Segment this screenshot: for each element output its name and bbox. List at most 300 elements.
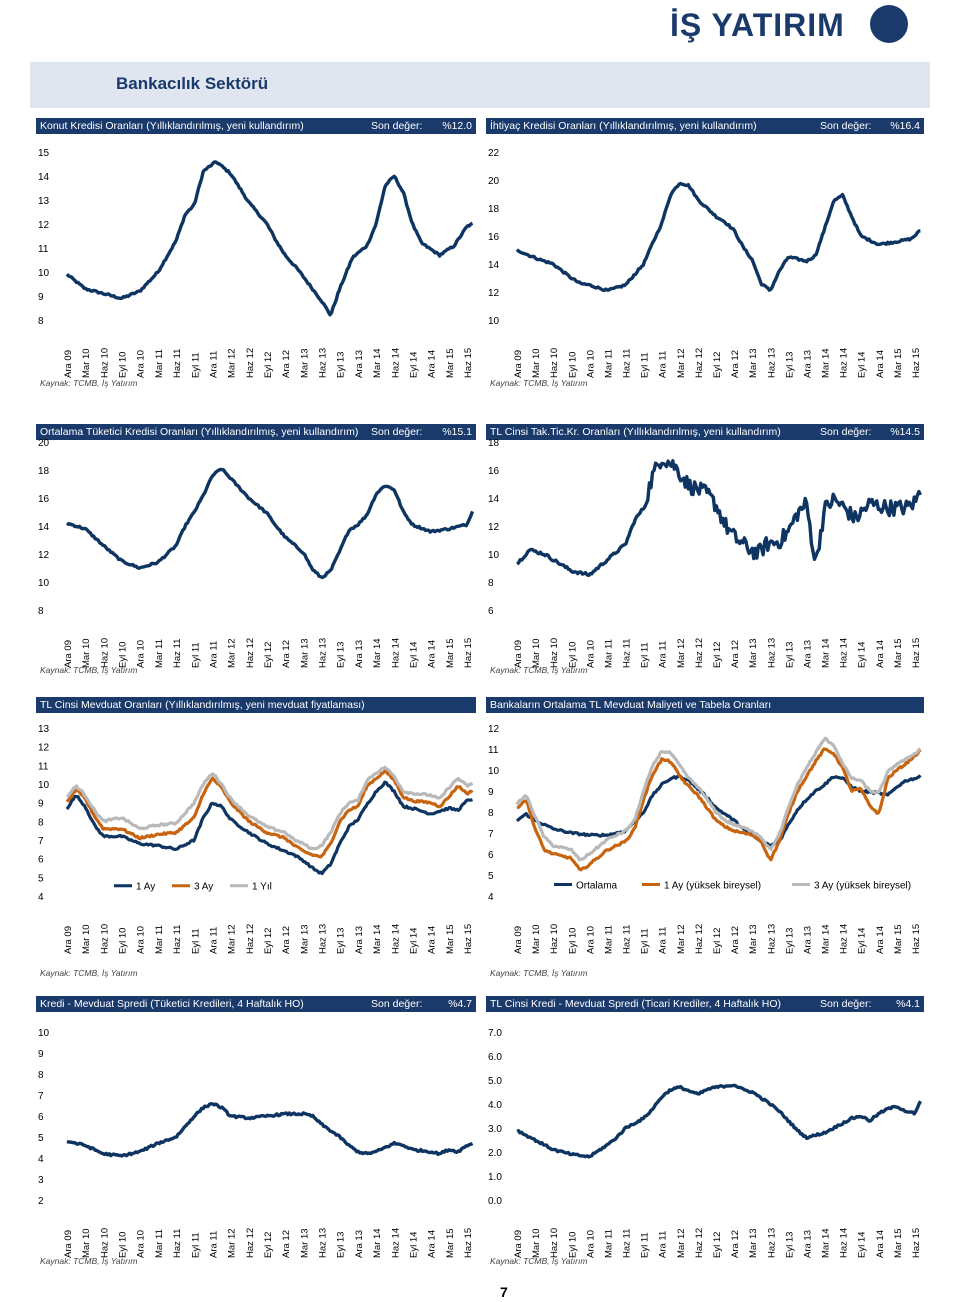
x-tick-label: Mar 12 <box>675 638 687 668</box>
x-tick-label: Mar 10 <box>81 348 93 378</box>
x-tick-label: Mar 13 <box>299 348 311 378</box>
last-value: %16.4 <box>890 120 920 132</box>
y-tick-label: 10 <box>488 550 500 561</box>
y-tick-label: 15 <box>38 148 50 159</box>
x-tick-label: Haz 12 <box>693 923 705 954</box>
brand-logo <box>670 5 910 55</box>
x-tick-label: Eyl 13 <box>784 927 796 954</box>
x-tick-label: Mar 12 <box>226 1228 238 1258</box>
chart-title: TL Cinsi Tak.Tic.Kr. Oranları (Yıllıklandırılmış, yeni kullandırım) <box>490 426 781 438</box>
y-tick-label: 11 <box>488 745 499 756</box>
logo-text: İŞ YATIRIM <box>670 7 845 43</box>
line-chart <box>486 722 924 960</box>
x-tick-label: Eyl 12 <box>712 927 723 954</box>
series-line <box>517 775 920 846</box>
chart-title-bar <box>36 996 476 1012</box>
y-tick-label: 10 <box>488 316 500 327</box>
x-tick-label: Eyl 13 <box>784 1231 796 1258</box>
x-tick-label: Haz 11 <box>172 924 184 954</box>
y-tick-label: 6 <box>38 854 44 866</box>
x-tick-label: Mar 15 <box>892 924 904 954</box>
y-tick-label: 18 <box>488 204 500 215</box>
last-value-label: Son değer: <box>820 120 872 132</box>
x-tick-label: Haz 11 <box>172 1228 184 1258</box>
x-tick-label: Haz 13 <box>766 1227 778 1258</box>
x-tick-label: Eyl 14 <box>408 1231 420 1258</box>
y-tick-label: 12 <box>38 742 50 754</box>
x-tick-label: Haz 11 <box>172 348 184 378</box>
x-tick-label: Eyl 11 <box>639 928 651 954</box>
x-tick-label: Ara 10 <box>585 640 597 668</box>
y-tick-label: 4 <box>488 892 494 903</box>
x-tick-label: Ara 12 <box>730 1230 742 1258</box>
x-tick-label: Eyl 11 <box>190 352 202 378</box>
y-tick-label: 12 <box>488 522 500 533</box>
x-tick-label: Haz 14 <box>838 637 850 668</box>
line-chart <box>486 436 924 674</box>
x-tick-label: Ara 13 <box>802 1230 814 1258</box>
y-tick-label: 14 <box>488 260 500 271</box>
x-tick-label: Mar 13 <box>748 348 760 378</box>
source-note: Kaynak: TCMB, İş Yatırım <box>490 665 588 675</box>
x-tick-label: Eyl 12 <box>712 1231 723 1258</box>
x-tick-label: Ara 11 <box>657 640 669 668</box>
source-note: Kaynak: TCMB, İş Yatırım <box>40 968 138 978</box>
x-tick-label: Ara 09 <box>513 1230 524 1258</box>
y-tick-label: 16 <box>488 232 500 243</box>
x-tick-label: Mar 13 <box>748 638 760 668</box>
x-tick-label: Ara 12 <box>281 640 293 668</box>
x-tick-label: Haz 15 <box>911 923 922 954</box>
y-tick-label: 14 <box>488 494 500 505</box>
y-tick-label: 7.0 <box>488 1028 502 1039</box>
y-tick-label: 6.0 <box>488 1052 502 1063</box>
y-tick-label: 8 <box>38 316 44 327</box>
x-tick-label: Mar 11 <box>603 1229 615 1258</box>
y-tick-label: 12 <box>488 724 500 735</box>
chart-title: Kredi - Mevduat Spredi (Tüketici Kredileri, 4 Haftalık HO) <box>40 998 304 1010</box>
x-tick-label: Mar 10 <box>531 638 543 668</box>
series-line <box>517 184 920 291</box>
x-tick-label: Mar 14 <box>820 1228 832 1258</box>
x-tick-label: Mar 14 <box>372 924 384 954</box>
x-tick-label: Ara 11 <box>208 350 220 378</box>
x-tick-label: Ara 13 <box>353 926 365 954</box>
x-tick-label: Haz 12 <box>244 637 256 668</box>
x-tick-label: Ara 14 <box>874 350 886 378</box>
x-tick-label: Haz 14 <box>390 347 402 378</box>
last-value: %4.7 <box>448 998 472 1010</box>
last-value: %12.0 <box>442 120 472 132</box>
x-tick-label: Ara 10 <box>585 1230 597 1258</box>
x-tick-label: Ara 13 <box>802 640 814 668</box>
y-tick-label: 9 <box>488 787 494 798</box>
x-tick-label: Haz 13 <box>317 923 329 954</box>
section-header <box>30 62 930 108</box>
x-tick-label: Haz 15 <box>463 1227 474 1258</box>
x-tick-label: Mar 11 <box>153 639 165 668</box>
x-tick-label: Ara 12 <box>730 640 742 668</box>
line-chart <box>36 436 476 674</box>
x-tick-label: Ara 11 <box>657 350 669 378</box>
y-tick-label: 2.0 <box>488 1148 502 1159</box>
x-tick-label: Ara 10 <box>585 926 597 954</box>
x-tick-label: Ara 09 <box>63 640 74 668</box>
x-tick-label: Haz 12 <box>244 923 256 954</box>
x-tick-label: Mar 15 <box>892 348 904 378</box>
x-tick-label: Haz 15 <box>463 347 474 378</box>
x-tick-label: Eyl 13 <box>335 641 347 668</box>
x-tick-label: Haz 10 <box>99 1227 111 1258</box>
x-tick-label: Haz 12 <box>244 1227 256 1258</box>
y-tick-label: 3.0 <box>488 1124 502 1135</box>
x-tick-label: Haz 15 <box>463 637 474 668</box>
x-tick-label: Mar 13 <box>748 1228 760 1258</box>
y-tick-label: 12 <box>38 550 50 561</box>
x-tick-label: Haz 12 <box>693 1227 705 1258</box>
x-tick-label: Mar 14 <box>372 348 384 378</box>
x-tick-label: Haz 13 <box>766 923 778 954</box>
legend-label: 1 Ay <box>136 881 156 893</box>
y-tick-label: 20 <box>488 176 500 187</box>
x-tick-label: Ara 14 <box>426 1230 438 1258</box>
y-tick-label: 22 <box>488 148 500 159</box>
x-tick-label: Haz 12 <box>244 347 256 378</box>
x-tick-label: Ara 14 <box>874 1230 886 1258</box>
legend-label: Ortalama <box>576 880 618 892</box>
x-tick-label: Haz 11 <box>621 348 633 378</box>
x-tick-label: Ara 12 <box>730 926 742 954</box>
y-tick-label: 11 <box>38 761 49 773</box>
x-tick-label: Mar 13 <box>748 924 760 954</box>
x-tick-label: Haz 11 <box>621 924 633 954</box>
x-tick-label: Eyl 13 <box>784 351 796 378</box>
last-value: %4.1 <box>896 998 920 1010</box>
section-title: Bankacılık Sektörü <box>116 74 269 93</box>
y-tick-label: 8 <box>488 578 494 589</box>
page-number: 7 <box>500 1284 508 1300</box>
x-tick-label: Mar 15 <box>444 1228 456 1258</box>
x-tick-label: Haz 13 <box>317 637 329 668</box>
y-tick-label: 12 <box>488 288 500 299</box>
chart-title: TL Cinsi Mevduat Oranları (Yıllıklandırılmış, yeni mevduat fiyatlaması) <box>40 699 365 711</box>
x-tick-label: Haz 10 <box>549 637 561 668</box>
x-tick-label: Eyl 12 <box>263 641 274 668</box>
x-tick-label: Eyl 14 <box>408 927 420 954</box>
x-tick-label: Mar 12 <box>226 924 238 954</box>
y-tick-label: 5 <box>38 873 44 885</box>
x-tick-label: Haz 15 <box>911 637 922 668</box>
x-tick-label: Mar 10 <box>81 924 93 954</box>
x-tick-label: Ara 09 <box>63 1230 74 1258</box>
x-tick-label: Eyl 14 <box>408 351 420 378</box>
x-tick-label: Ara 09 <box>513 640 524 668</box>
x-tick-label: Mar 13 <box>299 1228 311 1258</box>
x-tick-label: Eyl 10 <box>567 641 579 668</box>
y-tick-label: 10 <box>38 1028 50 1039</box>
y-tick-label: 11 <box>38 244 49 255</box>
series-line <box>517 738 920 859</box>
x-tick-label: Eyl 11 <box>190 1232 202 1258</box>
logo-emblem-icon <box>870 5 908 43</box>
legend-label: 3 Ay <box>194 881 214 893</box>
y-tick-label: 16 <box>38 494 50 505</box>
x-tick-label: Ara 10 <box>585 350 597 378</box>
x-tick-label: Mar 15 <box>444 348 456 378</box>
last-value: %14.5 <box>890 426 920 438</box>
y-tick-label: 3 <box>38 1175 44 1186</box>
x-tick-label: Mar 15 <box>892 1228 904 1258</box>
y-tick-label: 10 <box>38 578 50 589</box>
last-value-label: Son değer: <box>371 426 423 438</box>
x-tick-label: Mar 14 <box>820 638 832 668</box>
legend-label: 3 Ay (yüksek bireysel) <box>814 880 912 892</box>
x-tick-label: Haz 15 <box>911 1227 922 1258</box>
chart-title-bar <box>486 996 924 1012</box>
x-tick-label: Mar 11 <box>153 1229 165 1258</box>
y-tick-label: 20 <box>38 438 50 449</box>
x-tick-label: Ara 14 <box>426 350 438 378</box>
x-tick-label: Eyl 11 <box>190 928 202 954</box>
y-tick-label: 14 <box>38 172 50 183</box>
y-tick-label: 4 <box>38 892 44 903</box>
y-tick-label: 10 <box>38 268 50 279</box>
x-tick-label: Ara 13 <box>802 350 814 378</box>
x-tick-label: Eyl 12 <box>712 351 723 378</box>
x-tick-label: Haz 10 <box>549 347 561 378</box>
x-tick-label: Ara 10 <box>135 350 147 378</box>
x-tick-label: Haz 14 <box>838 923 850 954</box>
x-tick-label: Haz 10 <box>549 923 561 954</box>
y-tick-label: 13 <box>38 724 50 735</box>
chart-title: Ortalama Tüketici Kredisi Oranları (Yıllıklandırılmış, yeni kullandırım) <box>40 426 359 438</box>
x-tick-label: Eyl 13 <box>335 1231 347 1258</box>
series-line <box>67 469 473 577</box>
x-tick-label: Mar 12 <box>675 1228 687 1258</box>
y-tick-label: 9 <box>38 798 44 810</box>
x-tick-label: Haz 11 <box>172 638 184 668</box>
source-note: Kaynak: TCMB, İş Yatırım <box>40 1256 138 1266</box>
y-tick-label: 12 <box>38 220 50 231</box>
x-tick-label: Ara 11 <box>208 1230 220 1258</box>
x-tick-label: Mar 10 <box>531 348 543 378</box>
x-tick-label: Eyl 12 <box>263 1231 274 1258</box>
x-tick-label: Eyl 14 <box>856 351 868 378</box>
x-tick-label: Mar 12 <box>675 924 687 954</box>
x-tick-label: Eyl 10 <box>567 351 579 378</box>
x-tick-label: Mar 12 <box>226 638 238 668</box>
y-tick-label: 1.0 <box>488 1172 502 1183</box>
x-tick-label: Mar 15 <box>892 638 904 668</box>
x-tick-label: Haz 15 <box>463 923 474 954</box>
x-tick-label: Ara 11 <box>657 926 669 954</box>
x-tick-label: Mar 11 <box>603 349 615 378</box>
y-tick-label: 10 <box>488 766 500 777</box>
x-tick-label: Ara 13 <box>353 1230 365 1258</box>
x-tick-label: Eyl 10 <box>567 1231 579 1258</box>
line-chart <box>486 146 924 384</box>
last-value: %15.1 <box>442 426 472 438</box>
y-tick-label: 14 <box>38 522 50 533</box>
x-tick-label: Mar 10 <box>81 1228 93 1258</box>
source-note: Kaynak: TCMB, İş Yatırım <box>490 378 588 388</box>
x-tick-label: Mar 14 <box>372 1228 384 1258</box>
x-tick-label: Haz 13 <box>317 1227 329 1258</box>
x-tick-label: Ara 10 <box>135 640 147 668</box>
source-note: Kaynak: TCMB, İş Yatırım <box>490 968 588 978</box>
y-tick-label: 16 <box>488 466 500 477</box>
legend-label: 1 Yıl <box>252 881 272 893</box>
x-tick-label: Haz 13 <box>766 637 778 668</box>
x-tick-label: Eyl 12 <box>263 927 274 954</box>
source-note: Kaynak: TCMB, İş Yatırım <box>490 1256 588 1266</box>
chart-title-bar <box>36 697 476 713</box>
y-tick-label: 7 <box>488 829 494 840</box>
x-tick-label: Ara 09 <box>513 926 524 954</box>
x-tick-label: Ara 13 <box>353 350 365 378</box>
x-tick-label: Eyl 11 <box>639 352 651 378</box>
y-tick-label: 18 <box>488 438 500 449</box>
line-chart <box>36 722 476 960</box>
chart-title: İhtiyaç Kredisi Oranları (Yıllıklandırılmış, yeni kullandırım) <box>490 120 757 132</box>
x-tick-label: Ara 10 <box>135 926 147 954</box>
x-tick-label: Eyl 11 <box>639 1232 651 1258</box>
x-tick-label: Eyl 10 <box>117 641 129 668</box>
x-tick-label: Ara 11 <box>208 640 220 668</box>
x-tick-label: Haz 15 <box>911 347 922 378</box>
y-tick-label: 4.0 <box>488 1100 502 1111</box>
x-tick-label: Eyl 13 <box>335 927 347 954</box>
x-tick-label: Mar 11 <box>153 925 165 954</box>
x-tick-label: Mar 10 <box>81 638 93 668</box>
x-tick-label: Haz 14 <box>390 637 402 668</box>
chart-title-bar <box>486 697 924 713</box>
x-tick-label: Ara 12 <box>730 350 742 378</box>
x-tick-label: Haz 10 <box>549 1227 561 1258</box>
x-tick-label: Mar 13 <box>299 924 311 954</box>
x-tick-label: Ara 14 <box>426 640 438 668</box>
last-value-label: Son değer: <box>820 998 872 1010</box>
x-tick-label: Haz 10 <box>99 923 111 954</box>
x-tick-label: Mar 11 <box>603 925 615 954</box>
x-tick-label: Haz 14 <box>838 347 850 378</box>
x-tick-label: Haz 11 <box>621 638 633 668</box>
x-tick-label: Haz 14 <box>838 1227 850 1258</box>
x-tick-label: Ara 13 <box>353 640 365 668</box>
x-tick-label: Mar 14 <box>820 348 832 378</box>
x-tick-label: Mar 15 <box>444 924 456 954</box>
x-tick-label: Eyl 13 <box>335 351 347 378</box>
y-tick-label: 2 <box>38 1196 44 1207</box>
chart-title: TL Cinsi Kredi - Mevduat Spredi (Ticari Krediler, 4 Haftalık HO) <box>490 998 781 1010</box>
chart-title-bar <box>486 118 924 134</box>
x-tick-label: Ara 12 <box>281 350 293 378</box>
y-tick-label: 5.0 <box>488 1076 502 1087</box>
x-tick-label: Mar 14 <box>372 638 384 668</box>
y-tick-label: 8 <box>488 808 494 819</box>
x-tick-label: Ara 13 <box>802 926 814 954</box>
y-tick-label: 18 <box>38 466 50 477</box>
x-tick-label: Eyl 10 <box>117 1231 129 1258</box>
x-tick-label: Eyl 11 <box>190 642 202 668</box>
source-note: Kaynak: TCMB, İş Yatırım <box>40 665 138 675</box>
x-tick-label: Ara 09 <box>63 926 74 954</box>
x-tick-label: Haz 11 <box>621 1228 633 1258</box>
x-tick-label: Eyl 11 <box>639 642 651 668</box>
x-tick-label: Haz 10 <box>99 637 111 668</box>
last-value-label: Son değer: <box>371 998 423 1010</box>
x-tick-label: Ara 12 <box>281 1230 293 1258</box>
line-chart <box>36 1026 476 1264</box>
series-line <box>517 461 920 576</box>
x-tick-label: Eyl 14 <box>856 641 868 668</box>
y-tick-label: 10 <box>38 780 50 791</box>
x-tick-label: Haz 13 <box>766 347 778 378</box>
x-tick-label: Haz 12 <box>693 347 705 378</box>
x-tick-label: Ara 14 <box>874 640 886 668</box>
y-tick-label: 6 <box>488 606 494 617</box>
x-tick-label: Haz 10 <box>99 347 111 378</box>
x-tick-label: Mar 12 <box>226 348 238 378</box>
x-tick-label: Eyl 14 <box>408 641 420 668</box>
series-line <box>67 162 473 315</box>
x-tick-label: Eyl 10 <box>117 927 129 954</box>
x-tick-label: Mar 14 <box>820 924 832 954</box>
x-tick-label: Haz 14 <box>390 1227 402 1258</box>
chart-title: Bankaların Ortalama TL Mevduat Maliyeti ve Tabela Oranları <box>490 699 772 711</box>
x-tick-label: Eyl 10 <box>117 351 129 378</box>
y-tick-label: 5 <box>488 871 494 882</box>
y-tick-label: 4 <box>38 1154 44 1165</box>
line-chart <box>36 146 476 384</box>
x-tick-label: Mar 10 <box>531 1228 543 1258</box>
x-tick-label: Mar 10 <box>531 924 543 954</box>
x-tick-label: Haz 12 <box>693 637 705 668</box>
chart-title: Konut Kredisi Oranları (Yıllıklandırılmış, yeni kullandırım) <box>40 120 304 132</box>
x-tick-label: Ara 09 <box>63 350 74 378</box>
x-tick-label: Haz 13 <box>317 347 329 378</box>
x-tick-label: Ara 14 <box>874 926 886 954</box>
y-tick-label: 6 <box>488 850 494 861</box>
last-value-label: Son değer: <box>371 120 423 132</box>
y-tick-label: 9 <box>38 292 44 303</box>
line-chart <box>486 1026 924 1264</box>
y-tick-label: 8 <box>38 817 44 829</box>
y-tick-label: 8 <box>38 1070 44 1081</box>
x-tick-label: Eyl 14 <box>856 1231 868 1258</box>
y-tick-label: 13 <box>38 196 50 207</box>
x-tick-label: Mar 12 <box>675 348 687 378</box>
x-tick-label: Eyl 13 <box>784 641 796 668</box>
y-tick-label: 0.0 <box>488 1196 502 1207</box>
series-line <box>517 1085 920 1157</box>
chart-title-bar <box>36 118 476 134</box>
x-tick-label: Mar 15 <box>444 638 456 668</box>
x-tick-label: Ara 14 <box>426 926 438 954</box>
series-line <box>67 1104 473 1156</box>
y-tick-label: 5 <box>38 1133 44 1144</box>
x-tick-label: Ara 09 <box>513 350 524 378</box>
y-tick-label: 7 <box>38 1091 44 1102</box>
y-tick-label: 9 <box>38 1049 44 1060</box>
legend-label: 1 Ay (yüksek bireysel) <box>664 880 762 892</box>
y-tick-label: 8 <box>38 606 44 617</box>
source-note: Kaynak: TCMB, İş Yatırım <box>40 378 138 388</box>
x-tick-label: Ara 11 <box>657 1230 669 1258</box>
x-tick-label: Eyl 14 <box>856 927 868 954</box>
last-value-label: Son değer: <box>820 426 872 438</box>
x-tick-label: Ara 11 <box>208 926 220 954</box>
